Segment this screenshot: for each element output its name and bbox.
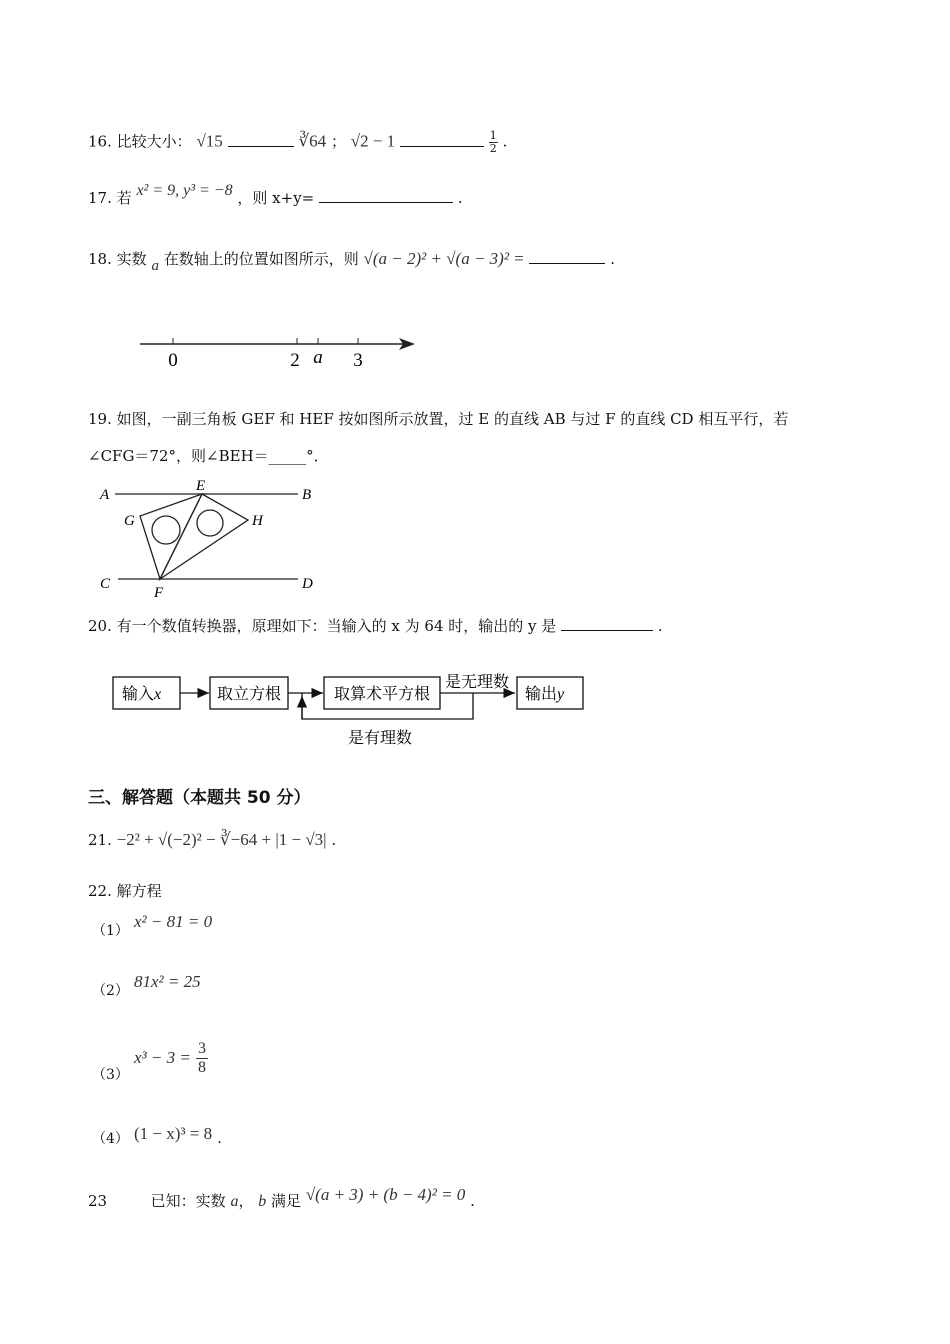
question-number: 17. bbox=[88, 189, 112, 207]
sqrt-15: √15 bbox=[196, 131, 223, 151]
answer-blank[interactable] bbox=[529, 262, 605, 264]
fraction-three-eighths: $\frac{3}{8}$ bbox=[197, 1040, 206, 1076]
sqrt2-minus-1: √2 − 1 bbox=[350, 131, 396, 151]
label-h: H bbox=[252, 513, 263, 529]
expression: −2² + √(−2)² − ∛−64 + |1 − √3| bbox=[116, 830, 327, 849]
input-label: 输入x bbox=[122, 684, 162, 703]
cbrt-64: ∛64 bbox=[298, 131, 327, 151]
question-19-line2: ∠CFG＝72°，则∠BEH＝_____°． bbox=[88, 447, 329, 465]
output-label: 输出y bbox=[525, 684, 565, 703]
tick-label-2: 2 bbox=[290, 350, 300, 371]
label-f: F bbox=[154, 585, 164, 601]
answer-blank[interactable] bbox=[400, 145, 484, 147]
fraction-one-half: $\frac{1}{2}$ bbox=[489, 129, 497, 155]
expression: √(a + 3) + (b − 4)² = 0 bbox=[305, 1185, 466, 1204]
sqrt-label: 取算术平方根 bbox=[333, 684, 431, 703]
triangle-hef bbox=[160, 494, 248, 579]
label-b: B bbox=[302, 487, 312, 503]
equation-item: （4） (1 − x)³ = 8 . bbox=[92, 1124, 222, 1147]
section-title: 三、解答题（本题共 50 分） bbox=[88, 788, 311, 808]
separator: ； bbox=[330, 132, 346, 151]
circle-hole bbox=[152, 516, 180, 544]
question-number: 16. bbox=[88, 132, 112, 151]
equation-item: （1） x² − 81 = 0 bbox=[92, 912, 213, 939]
irrational-label: 是无理数 bbox=[444, 672, 510, 691]
label-a: A bbox=[100, 487, 110, 503]
expression: √(a − 2)² + √(a − 3)² = bbox=[363, 249, 525, 268]
equation: x² = 9, y³ = −8 bbox=[136, 182, 233, 199]
question-number: 21. bbox=[88, 831, 112, 849]
flowchart bbox=[105, 665, 595, 753]
question-18: 18. 实数 a 在数轴上的位置如图所示，则 √(a − 2)² + √(a − 3)² = . bbox=[88, 249, 615, 274]
circle-hole bbox=[197, 510, 223, 536]
question-number: 23 bbox=[88, 1192, 108, 1210]
tick-label-0: 0 bbox=[168, 350, 178, 371]
label-c: C bbox=[100, 576, 111, 592]
question-17: 17. 若 x² = 9, y³ = −8 ，则 x+y= . bbox=[88, 182, 463, 207]
question-22: 22. 解方程 bbox=[88, 882, 162, 900]
question-number: 20. bbox=[88, 617, 112, 635]
tick-label-a: a bbox=[313, 347, 323, 368]
rational-label: 是有理数 bbox=[347, 728, 413, 747]
equation-item: （2） 81x² = 25 bbox=[92, 972, 201, 999]
triangle-figure bbox=[90, 476, 330, 601]
tick-label-3: 3 bbox=[353, 350, 363, 371]
label-d: D bbox=[302, 576, 313, 592]
question-19-line1: 19. 如图，一副三角板 GEF 和 HEF 按如图所示放置，过 E 的直线 AB 与过 F 的直线 CD 相互平行，若 bbox=[88, 410, 789, 428]
question-number: 22. bbox=[88, 882, 112, 900]
triangle-gef bbox=[140, 494, 202, 579]
label-g: G bbox=[124, 513, 135, 529]
question-label: 比较大小： bbox=[116, 132, 192, 151]
question-23: 23 已知：实数 a， b 满足 √(a + 3) + (b − 4)² = 0 . bbox=[88, 1185, 475, 1210]
answer-blank[interactable] bbox=[561, 629, 653, 631]
number-line bbox=[135, 325, 425, 375]
equation-item: （3） x³ − 3 = $\frac{3}{8}$ bbox=[92, 1040, 206, 1083]
question-21: 21. −2² + √(−2)² − ∛−64 + |1 − √3| . bbox=[88, 830, 337, 849]
question-number: 18. bbox=[88, 250, 112, 268]
label-e: E bbox=[196, 478, 206, 494]
cube-root-label: 取立方根 bbox=[216, 684, 282, 703]
question-number: 19. bbox=[88, 410, 112, 428]
answer-blank[interactable] bbox=[319, 201, 453, 203]
question-20: 20. 有一个数值转换器，原理如下：当输入的 x 为 64 时，输出的 y 是 . bbox=[88, 617, 663, 635]
question-16: 16. 比较大小： √15 ∛64 ； √2 − 1 $\frac{1}{2}$ . bbox=[88, 129, 508, 155]
answer-blank[interactable] bbox=[228, 145, 294, 147]
